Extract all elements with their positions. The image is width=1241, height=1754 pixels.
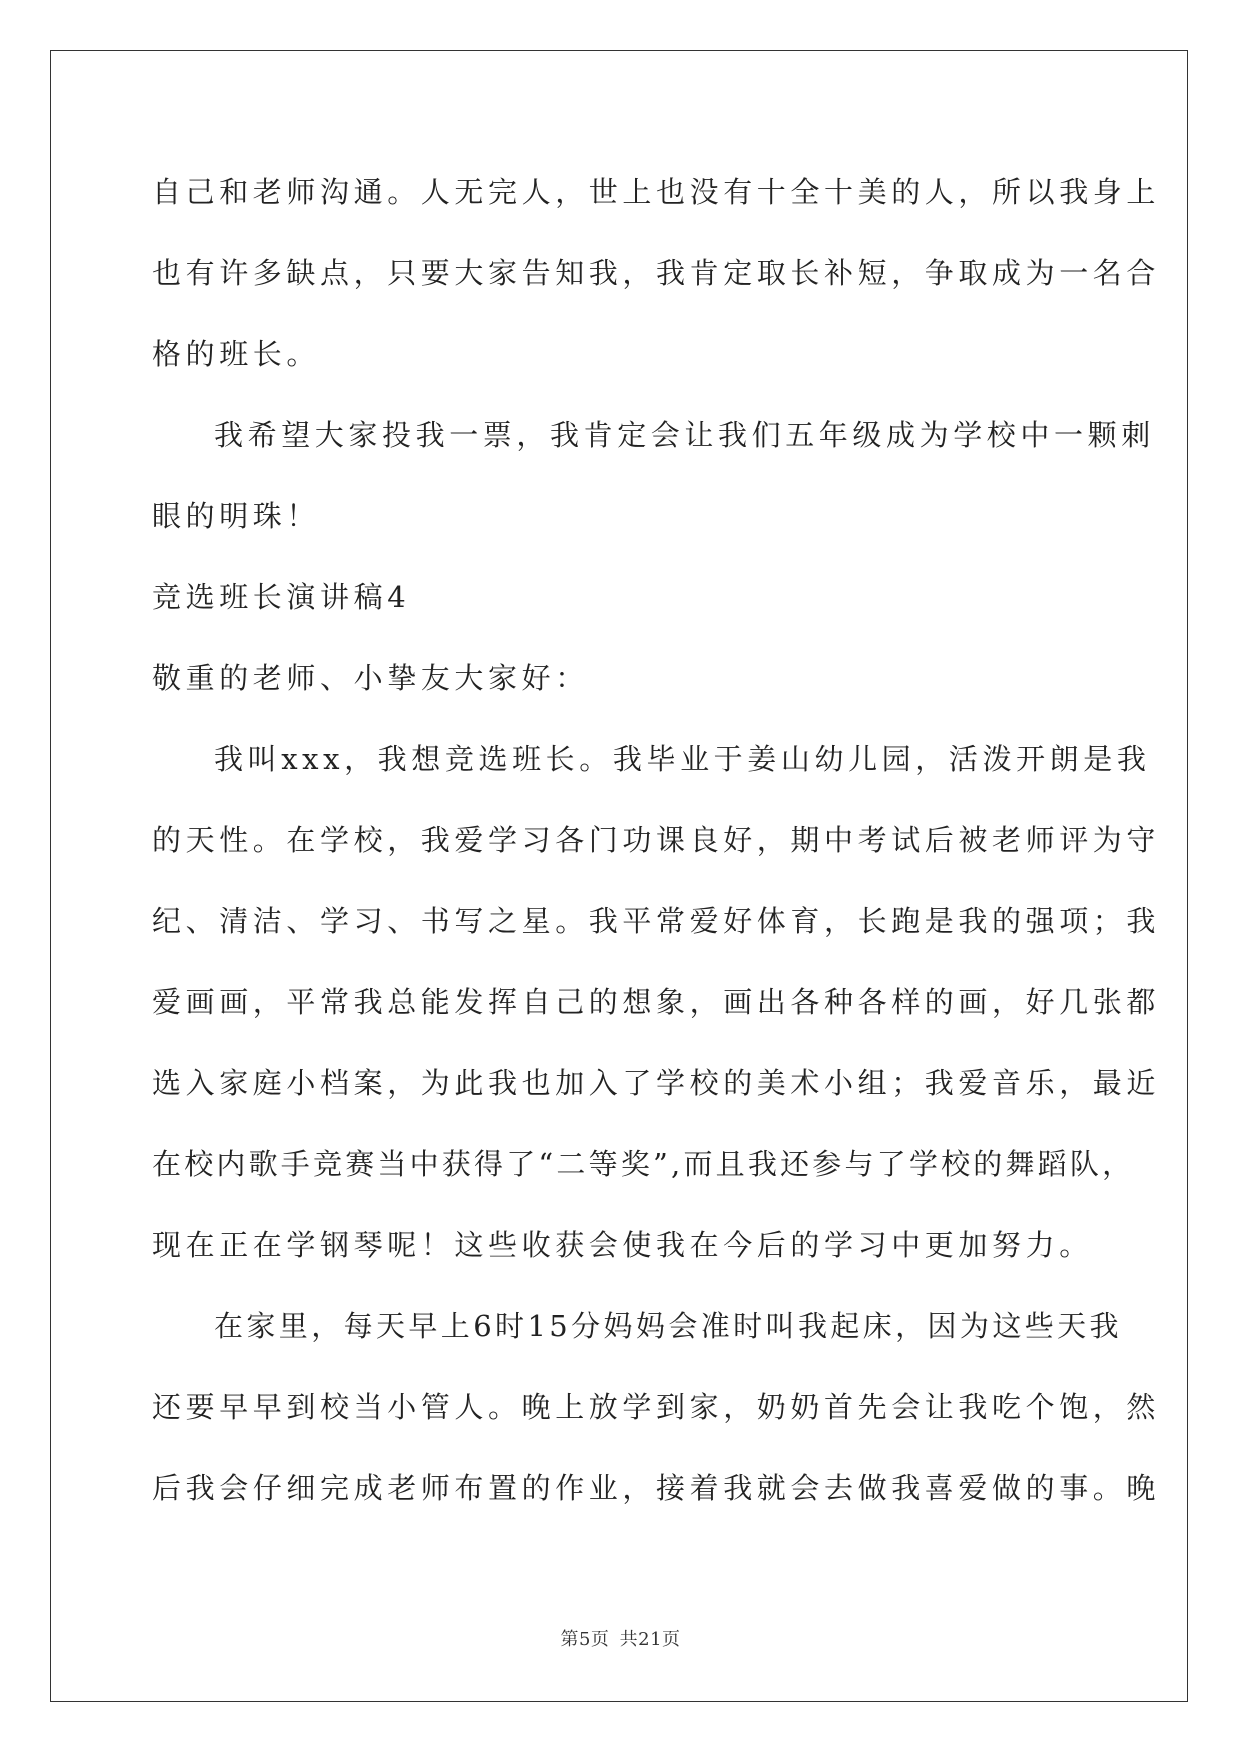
- text-line: 自己和老师沟通。人无完人，世上也没有十全十美的人，所以我身上: [152, 175, 1161, 209]
- text-line: 后我会仔细完成老师布置的作业，接着我就会去做我喜爱做的事。晚: [152, 1471, 1161, 1505]
- text-line: 爱画画，平常我总能发挥自己的想象，画出各种各样的画，好几张都: [152, 985, 1161, 1019]
- salutation: 敬重的老师、小挚友大家好：: [152, 661, 589, 695]
- text-line: 我希望大家投我一票，我肯定会让我们五年级成为学校中一颗刺: [214, 418, 1155, 452]
- text-line: 还要早早到校当小管人。晚上放学到家，奶奶首先会让我吃个饱，然: [152, 1390, 1161, 1424]
- section-heading: 竞选班长演讲稿4: [152, 580, 411, 614]
- text-line: 纪、清洁、学习、书写之星。我平常爱好体育，长跑是我的强项；我: [152, 904, 1161, 938]
- text-line: 的天性。在学校，我爱学习各门功课良好，期中考试后被老师评为守: [152, 823, 1161, 857]
- text-line: 眼的明珠！: [152, 499, 321, 533]
- text-line: 我叫xxx，我想竞选班长。我毕业于姜山幼儿园，活泼开朗是我: [214, 742, 1151, 776]
- text-line: 选入家庭小档案，为此我也加入了学校的美术小组；我爱音乐，最近: [152, 1066, 1161, 1100]
- text-line: 也有许多缺点，只要大家告知我，我肯定取长补短，争取成为一名合: [152, 256, 1161, 290]
- page-total: 共21页: [619, 1629, 681, 1650]
- text-line: 现在正在学钢琴呢！这些收获会使我在今后的学习中更加努力。: [152, 1228, 1093, 1262]
- page-number: 第5页: [560, 1629, 610, 1650]
- text-line: 在校内歌手竞赛当中获得了“二等奖”,而且我还参与了学校的舞蹈队，: [152, 1147, 1135, 1181]
- text-line: 格的班长。: [152, 337, 321, 371]
- document-body: [152, 160, 1161, 1537]
- page-footer: [0, 1625, 1241, 1651]
- text-line: 在家里，每天早上6时15分妈妈会准时叫我起床，因为这些天我: [214, 1309, 1122, 1343]
